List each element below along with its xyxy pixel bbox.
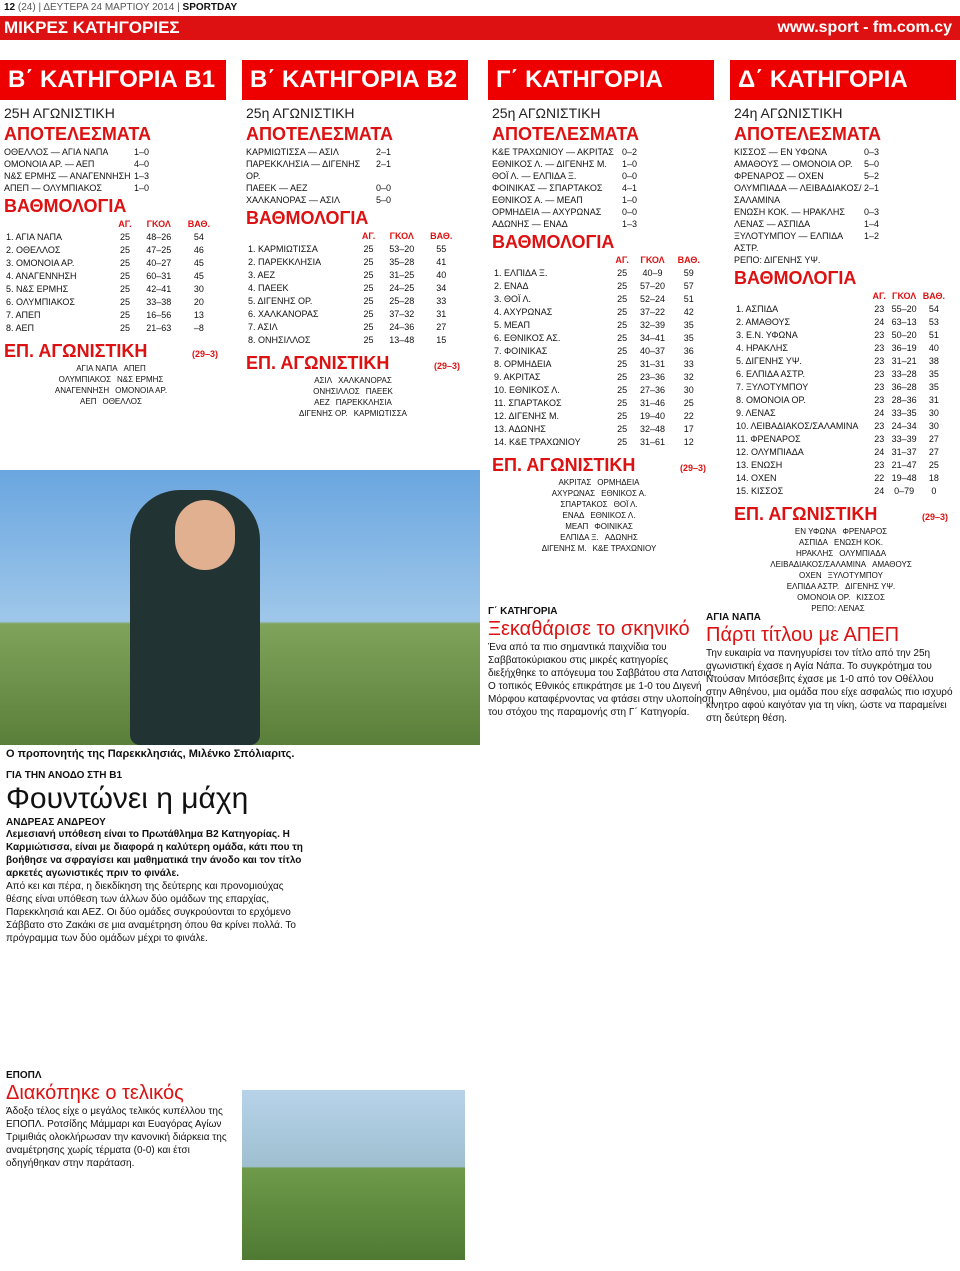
article-anodos [6,770,306,945]
standings-table [734,290,948,498]
next-round-heading: ΕΠ. ΑΓΩΝΙΣΤΙΚΗ [734,504,878,524]
fixture-row: ΛΕΙΒΑΔΙΑΚΟΣ/ΣΑΛΑΜΙΝΑ ΑΜΑΘΟΥΣ [770,560,912,569]
result-row: ΟΜΟΝΟΙΑ ΑΡ. — ΑΕΠ 4–0 [4,159,150,169]
section-bar [0,16,960,40]
article-kicker: Γ΄ ΚΑΤΗΓΟΡΙΑ [488,606,558,617]
article-title: Διακόπηκε ο τελικός [6,1082,184,1104]
fixture-row: ΔΙΓΕΝΗΣ Μ. Κ&Ε ΤΡΑΧΩΝΙΟΥ [541,544,657,553]
result-row: ΛΕΝΑΣ — ΑΣΠΙΔΑ 1–4 [734,219,880,229]
fixture-row: ΡΕΠΟ: ΛΕΝΑΣ [811,604,865,613]
result-row: ΑΔΩΝΗΣ — ΕΝΑΔ 1–3 [492,219,638,229]
table-header: ΑΓ. ΓΚΟΛ ΒΑΘ. [361,231,453,241]
table-row: 10. ΛΕΙΒΑΔΙΑΚΟΣ/ΣΑΛΑΜΙΝΑ 23 24–34 30 [736,421,939,431]
table-row: 3. ΑΕΖ 25 31–25 40 [248,270,447,280]
round-label: 25η ΑΓΩΝΙΣΤΙΚΗ [492,105,601,121]
table-row: 3. Ε.Ν. ΥΦΩΝΑ 23 50–20 51 [736,330,939,340]
match-photo [242,1090,465,1260]
table-row: 4. ΠΑΕΕΚ 25 24–25 34 [248,283,447,293]
table-row: 2. ΕΝΑΔ 25 57–20 57 [494,281,694,291]
table-row: 6. ΧΑΛΚΑΝΟΡΑΣ 25 37–32 31 [248,309,447,319]
table-row: 3. ΟΜΟΝΟΙΑ ΑΡ. 25 40–27 45 [6,258,204,268]
fixture-row: ΕΛΠΙΔΑ ΑΣΤΡ. ΔΙΓΕΝΗΣ ΥΨ. [786,582,896,591]
category-header: Β΄ ΚΑΤΗΓΟΡΙΑ Β2 [242,60,468,100]
results-heading: ΑΠΟΤΕΛΕΣΜΑΤΑ [734,124,881,144]
category-column [246,104,460,419]
result-row: Ν&Σ ΕΡΜΗΣ — ΑΝΑΓΕΝΝΗΣΗ 1–3 [4,171,150,181]
fixture-row: ΕΝΑΔ ΕΘΝΙΚΟΣ Λ. [562,511,636,520]
table-row: 14. ΟΧΕΝ 22 19–48 18 [736,473,939,483]
table-row: 14. Κ&Ε ΤΡΑΧΩΝΙΟΥ 25 31–61 12 [494,437,694,447]
next-round-date: (29–3) [433,361,460,371]
article-author: ΑΝΔΡΕΑΣ ΑΝΔΡΕΟΥ [6,817,106,828]
fixtures-list [4,363,218,407]
result-row: ΡΕΠΟ: ΔΙΓΕΝΗΣ ΥΨ. [734,255,821,265]
result-row: ΟΘΕΛΛΟΣ — ΑΓΙΑ ΝΑΠΑ 1–0 [4,147,150,157]
coach-photo [0,470,480,745]
fixture-row: ΑΣΠΙΔΑ ΕΝΩΣΗ ΚΟΚ. [799,538,883,547]
fixtures-list [246,375,460,419]
results-heading: ΑΠΟΤΕΛΕΣΜΑΤΑ [246,124,393,144]
table-row: 5. ΔΙΓΕΝΗΣ ΥΨ. 23 31–21 38 [736,356,939,366]
table-header: ΑΓ. ΓΚΟΛ ΒΑΘ. [615,255,700,265]
table-row: 9. ΛΕΝΑΣ 24 33–35 30 [736,408,939,418]
fixtures-list [734,526,948,614]
fixture-row: ΣΠΑΡΤΑΚΟΣ ΘΟΪ Λ. [560,500,638,509]
round-label: 24η ΑΓΩΝΙΣΤΙΚΗ [734,105,843,121]
article-body: Από κει και πέρα, η διεκδίκηση της δεύτερης και προνομιούχας θέσης είναι υπόθεση των άλλων δύο ομάδων της επαρχίας, Παρεκκλησιά και ΑΕΖ. Οι δύο ομάδες συγκρούονται το ερχόμενο Σάββατο στο Ζακάκι σε μια αναμέτρηση όπου θα κρίνει πολλά. Το πρόγραμμα των δύο ομάδων μέχρι το φινάλε. [6,881,296,944]
category-header: Γ΄ ΚΑΤΗΓΟΡΙΑ [488,60,714,100]
article-kicker: ΕΠΟΠΛ [6,1070,42,1081]
table-row: 12. ΟΛΥΜΠΙΑΔΑ 24 31–37 27 [736,447,939,457]
article-lead: Λεμεσιανή υπόθεση είναι το Πρωτάθλημα Β2 Κατηγορίας. Η Καρμιώτισσα, είναι με διαφορά η καλύτερη ομάδα, κάτι που τη βοήθησε να σφραγίσει και μαθηματικά την άνοδο και τον τίτλο αρκετές αγωνιστικές πριν το φινάλε. [6,829,303,879]
table-row: 1. ΚΑΡΜΙΩΤΙΣΣΑ 25 53–20 55 [248,244,447,254]
article-napa [706,612,956,725]
standings-heading: ΒΑΘΜΟΛΟΓΙΑ [734,268,857,288]
fixture-row: ΟΧΕΝ ΞΥΛΟΤΥΜΠΟΥ [799,571,883,580]
table-row: 7. ΦΟΙΝΙΚΑΣ 25 40–37 36 [494,346,694,356]
table-row: 12. ΔΙΓΕΝΗΣ Μ. 25 19–40 22 [494,411,694,421]
result-row: Κ&Ε ΤΡΑΧΩΝΙΟΥ — ΑΚΡΙΤΑΣ 0–2 [492,147,638,157]
fixtures-list [492,477,706,554]
table-row: 1. ΑΓΙΑ ΝΑΠΑ 25 48–26 54 [6,232,204,242]
results-list [246,146,460,206]
standings-heading: ΒΑΘΜΟΛΟΓΙΑ [492,232,615,252]
fixture-row: ΑΝΑΓΕΝΝΗΣΗ ΟΜΟΝΟΙΑ ΑΡ. [54,386,168,395]
table-row: 5. Ν&Σ ΕΡΜΗΣ 25 42–41 30 [6,284,204,294]
result-row: ΚΑΡΜΙΩΤΙΣΣΑ — ΑΣΙΛ 2–1 [246,147,392,157]
result-row: ΦΡΕΝΑΡΟΣ — ΟΧΕΝ 5–2 [734,171,880,181]
table-row: 7. ΞΥΛΟΤΥΜΠΟΥ 23 36–28 35 [736,382,939,392]
fixture-row: ΟΝΗΣΙΛΛΟΣ ΠΑΕΕΚ [313,387,393,396]
page-sub: (24) [17,2,36,13]
table-row: 8. ΟΜΟΝΟΙΑ ΟΡ. 23 28–36 31 [736,395,939,405]
category-column [734,104,948,614]
fixture-row: ΕΝ ΥΦΩΝΑ ΦΡΕΝΑΡΟΣ [794,527,888,536]
table-row: 11. ΣΠΑΡΤΑΚΟΣ 25 31–46 25 [494,398,694,408]
table-row: 15. ΚΙΣΣΟΣ 24 0–79 0 [736,486,937,496]
photo-caption: Ο προπονητής της Παρεκκλησιάς, Μιλένκο Σπόλιαριτς. [6,748,295,760]
table-row: 6. ΕΛΠΙΔΑ ΑΣΤΡ. 23 33–28 35 [736,369,939,379]
standings-heading: ΒΑΘΜΟΛΟΓΙΑ [246,208,369,228]
fixture-row: ΑΕΖ ΠΑΡΕΚΚΛΗΣΙΑ [314,398,392,407]
table-row: 6. ΟΛΥΜΠΙΑΚΟΣ 25 33–38 20 [6,297,204,307]
fixture-row: ΟΜΟΝΟΙΑ ΟΡ. ΚΙΣΣΟΣ [797,593,885,602]
next-round-heading: ΕΠ. ΑΓΩΝΙΣΤΙΚΗ [492,455,636,475]
standings-heading: ΒΑΘΜΟΛΟΓΙΑ [4,196,127,216]
article-title: Πάρτι τίτλου με ΑΠΕΠ [706,624,900,646]
table-row: 4. ΑΝΑΓΕΝΝΗΣΗ 25 60–31 45 [6,271,204,281]
table-row: 4. ΑΧΥΡΩΝΑΣ 25 37–22 42 [494,307,694,317]
result-row: ΟΛΥΜΠΙΑΔΑ — ΛΕΙΒΑΔΙΑΚΟΣ/ΣΑΛΑΜΙΝΑ 2–1 [734,183,880,205]
fixture-row: ΕΛΠΙΔΑ Ξ. ΑΔΩΝΗΣ [560,533,638,542]
table-row: 13. ΑΔΩΝΗΣ 25 32–48 17 [494,424,694,434]
results-heading: ΑΠΟΤΕΛΕΣΜΑΤΑ [4,124,151,144]
fixture-row: ΑΣΙΛ ΧΑΛΚΑΝΟΡΑΣ [314,376,392,385]
fixture-row: ΑΕΠ ΟΘΕΛΛΟΣ [80,397,142,406]
table-row: 6. ΕΘΝΙΚΟΣ ΑΣ. 25 34–41 35 [494,333,694,343]
standings-table [4,218,218,335]
table-row: 2. ΟΘΕΛΛΟΣ 25 47–25 46 [6,245,204,255]
fixture-row: ΔΙΓΕΝΗΣ ΟΡ. ΚΑΡΜΙΩΤΙΣΣΑ [298,409,407,418]
table-row: 8. ΟΡΜΗΔΕΙΑ 25 31–31 33 [494,359,694,369]
table-row: 1. ΕΛΠΙΔΑ Ξ. 25 40–9 59 [494,268,694,278]
result-row: ΑΠΕΠ — ΟΛΥΜΠΙΑΚΟΣ 1–0 [4,183,150,193]
table-row: 13. ΕΝΩΣΗ 23 21–47 25 [736,460,939,470]
table-row: 8. ΑΕΠ 25 21–63 –8 [6,323,204,333]
result-row: ΕΝΩΣΗ ΚΟΚ. — ΗΡΑΚΛΗΣ 0–3 [734,207,880,217]
results-list [492,146,706,230]
category-column [492,104,706,554]
table-row: 1. ΑΣΠΙΔΑ 23 55–20 54 [736,304,939,314]
result-row: ΕΘΝΙΚΟΣ Λ. — ΔΙΓΕΝΗΣ Μ. 1–0 [492,159,638,169]
result-row: ΚΙΣΣΟΣ — ΕΝ ΥΦΩΝΑ 0–3 [734,147,880,157]
fixture-row: ΑΚΡΙΤΑΣ ΟΡΜΗΔΕΙΑ [558,478,640,487]
issue-date: ΔΕΥΤΕΡΑ 24 ΜΑΡΤΙΟΥ 2014 [43,2,175,13]
table-row: 5. ΔΙΓΕΝΗΣ ΟΡ. 25 25–28 33 [248,296,447,306]
brand: SPORTDAY [182,2,238,13]
round-label: 25η ΑΓΩΝΙΣΤΙΚΗ [246,105,355,121]
table-row: 2. ΑΜΑΘΟΥΣ 24 63–13 53 [736,317,939,327]
next-round-heading: ΕΠ. ΑΓΩΝΙΣΤΙΚΗ [246,353,390,373]
result-row: ΦΟΙΝΙΚΑΣ — ΣΠΑΡΤΑΚΟΣ 4–1 [492,183,638,193]
fixture-row: ΟΛΥΜΠΙΑΚΟΣ Ν&Σ ΕΡΜΗΣ [58,375,164,384]
category-column [4,104,218,407]
article-kicker: ΓΙΑ ΤΗΝ ΑΝΟΔΟ ΣΤΗ Β1 [6,770,123,781]
standings-table [246,230,460,347]
fixture-row: ΗΡΑΚΛΗΣ ΟΛΥΜΠΙΑΔΑ [795,549,887,558]
article-epopl [6,1070,236,1170]
table-header: ΑΓ. ΓΚΟΛ ΒΑΘ. [118,219,211,229]
standings-table [492,254,706,449]
coach-head [175,500,235,570]
site-url[interactable]: www.sport - fm.com.cy [777,19,952,36]
result-row: ΠΑΕΕΚ — ΑΕΖ 0–0 [246,183,392,193]
table-row: 4. ΗΡΑΚΛΗΣ 23 36–19 40 [736,343,939,353]
next-round-date: (29–3) [191,349,218,359]
table-row: 2. ΠΑΡΕΚΚΛΗΣΙΑ 25 35–28 41 [248,257,447,267]
table-header: ΑΓ. ΓΚΟΛ ΒΑΘ. [872,291,946,301]
article-title: Φουντώνει η μάχη [6,782,249,815]
page-header: 12 (24) | ΔΕΥΤΕΡΑ 24 ΜΑΡΤΙΟΥ 2014 | SPORTDAY ΜΙΚΡΕΣ ΚΑΤΗΓΟΡΙΕΣ www.sport - fm.com.cy [0,0,960,40]
next-round-date: (29–3) [921,512,948,522]
next-round-date: (29–3) [679,463,706,473]
fixture-row: ΑΓΙΑ ΝΑΠΑ ΑΠΕΠ [76,364,146,373]
result-row: ΠΑΡΕΚΚΛΗΣΙΑ — ΔΙΓΕΝΗΣ ΟΡ. 2–1 [246,159,392,181]
result-row: ΞΥΛΟΤΥΜΠΟΥ — ΕΛΠΙΔΑ ΑΣΤΡ. 1–2 [734,231,880,253]
fixture-row: ΑΧΥΡΩΝΑΣ ΕΘΝΙΚΟΣ Α. [551,489,647,498]
article-g [488,606,718,719]
round-label: 25Η ΑΓΩΝΙΣΤΙΚΗ [4,105,115,121]
section-title: ΜΙΚΡΕΣ ΚΑΤΗΓΟΡΙΕΣ [4,18,180,37]
article-kicker: ΑΓΙΑ ΝΑΠΑ [706,612,761,623]
result-row: ΕΘΝΙΚΟΣ Α. — ΜΕΑΠ 1–0 [492,195,638,205]
category-header: Β΄ ΚΑΤΗΓΟΡΙΑ Β1 [0,60,226,100]
article-body: Άδοξο τέλος είχε ο μεγάλος τελικός κυπέλλου της ΕΠΟΠΛ. Ροτσίδης Μάμμαρι και Ευαγόρας Αγίων Τριμιθιάς ολοκλήρωσαν την κανονική διάρκεια της αναμέτρησης χωρίς τέρματα (0-0) και έτσι οδηγήθηκαν στην παράταση. [6,1106,227,1169]
results-list [4,146,218,194]
table-row: 7. ΑΣΙΛ 25 24–36 27 [248,322,447,332]
result-row: ΑΜΑΘΟΥΣ — ΟΜΟΝΟΙΑ ΟΡ. 5–0 [734,159,880,169]
results-heading: ΑΠΟΤΕΛΕΣΜΑΤΑ [492,124,639,144]
table-row: 11. ΦΡΕΝΑΡΟΣ 23 33–39 27 [736,434,939,444]
table-row: 5. ΜΕΑΠ 25 32–39 35 [494,320,694,330]
table-row: 8. ΟΝΗΣΙΛΛΟΣ 25 13–48 15 [248,335,447,345]
next-round-heading: ΕΠ. ΑΓΩΝΙΣΤΙΚΗ [4,341,148,361]
result-row: ΘΟΪ Λ. — ΕΛΠΙΔΑ Ξ. 0–0 [492,171,638,181]
page-number: 12 [4,2,16,13]
article-body: Την ευκαιρία να πανηγυρίσει τον τίτλο από την 25η αγωνιστική έχασε η Αγία Νάπα. Το συγκρότημα του Ντούσαν Μιτόσεβιτς έχασε με 1-0 από τον Οθέλλου στην Αθηένου, μια ομάδα που είχε ασφαλώς πιο ισχυρό κίνητρο αφού καιγόταν για τη νίκη, ώστε να παραμείνει στη δεύτερη θέση. [706,648,953,724]
table-row: 10. ΕΘΝΙΚΟΣ Λ. 25 27–36 30 [494,385,694,395]
article-title: Ξεκαθάρισε το σκηνικό [488,618,690,640]
result-row: ΟΡΜΗΔΕΙΑ — ΑΧΥΡΩΝΑΣ 0–0 [492,207,638,217]
fixture-row: ΜΕΑΠ ΦΟΙΝΙΚΑΣ [565,522,633,531]
table-row: 7. ΑΠΕΠ 25 16–56 13 [6,310,204,320]
article-body: Ένα από τα πιο σημαντικά παιχνίδια του Σαββατοκύριακου στις μικρές κατηγορίες διεξήχθηκε το απόγευμα του Σαββάτου στα Λατσιά. Ο τοπικός Εθνικός επικράτησε με 1-0 του Διγενή Μόρφου καταφέρνοντας να φτάσει στην υλοποίηση του στόχου της παραμονής στη Γ΄ Κατηγορία. [488,642,715,718]
results-list [734,146,948,266]
category-header: Δ΄ ΚΑΤΗΓΟΡΙΑ [730,60,956,100]
table-row: 3. ΘΟΪ Λ. 25 52–24 51 [494,294,694,304]
result-row: ΧΑΛΚΑΝΟΡΑΣ — ΑΣΙΛ 5–0 [246,195,392,205]
table-row: 9. ΑΚΡΙΤΑΣ 25 23–36 32 [494,372,694,382]
